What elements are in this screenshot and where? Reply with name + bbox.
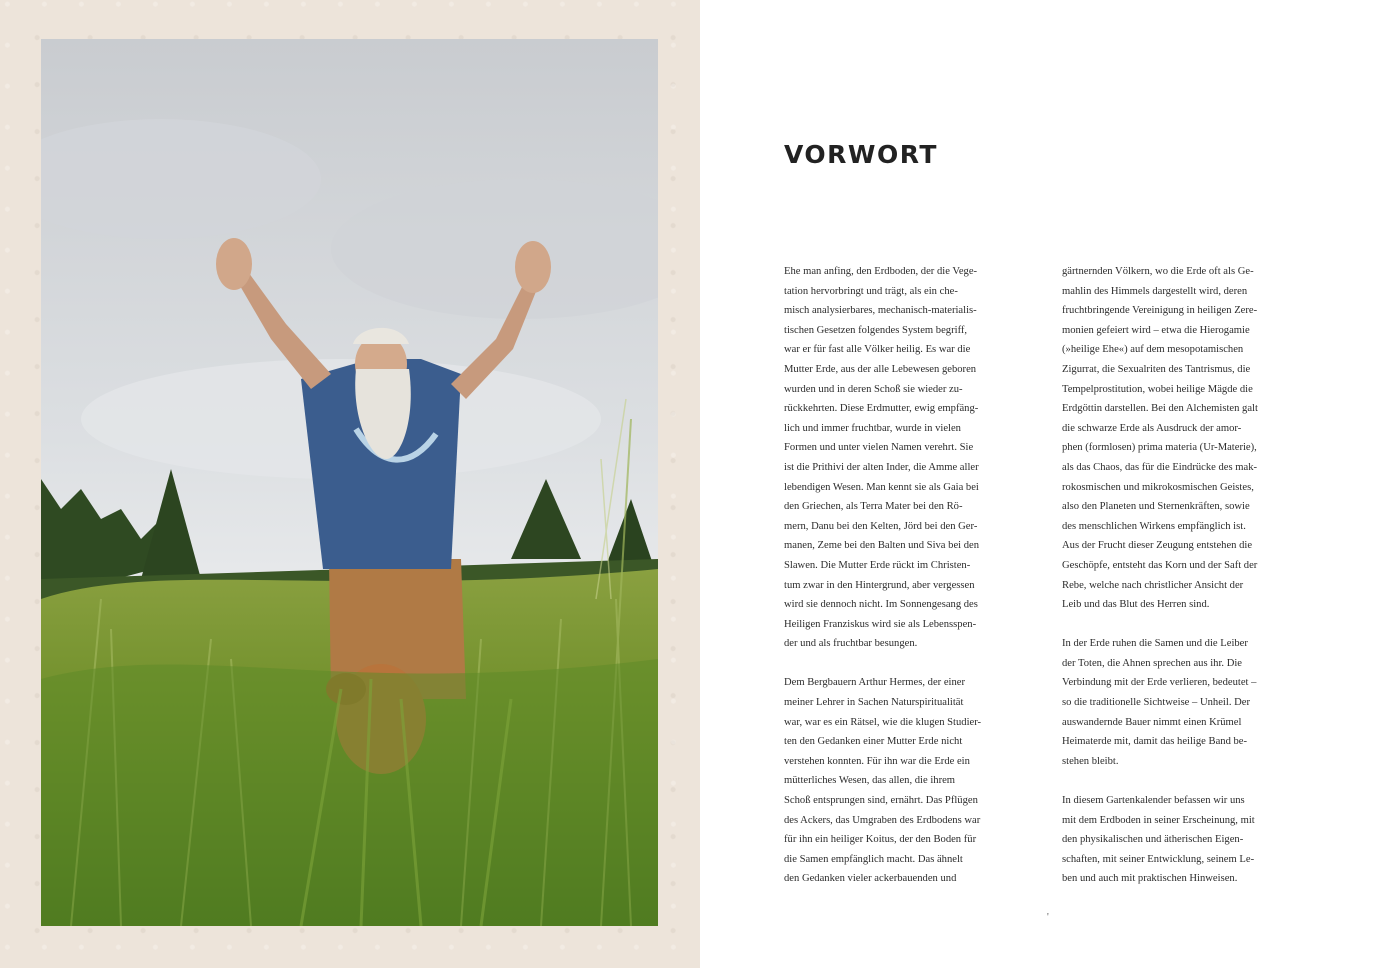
text-line: Slawen. Die Mutter Erde rückt im Christen- xyxy=(784,559,971,571)
text-line: rokosmischen und mikrokosmischen Geistes, xyxy=(1062,481,1254,493)
paragraph xyxy=(784,262,1038,654)
text-line: Dem Bergbauern Arthur Hermes, der einer xyxy=(784,677,966,689)
text-line: Heiligen Franziskus wird sie als Lebensspen- xyxy=(784,618,977,630)
text-line: schaften, mit seiner Entwicklung, seinem Le- xyxy=(1062,853,1255,865)
text-line: Verbindung mit der Erde verlieren, bedeutet – xyxy=(1062,677,1257,689)
text-line: des menschlichen Wirkens empfänglich ist. xyxy=(1062,520,1246,532)
text-line: Geschöpfe, entsteht das Korn und der Saft der xyxy=(1062,559,1258,571)
text-line: den Gedanken vieler ackerbauenden und xyxy=(784,873,957,885)
text-line: die Samen empfänglich macht. Das ähnelt xyxy=(784,853,963,865)
text-line: mit dem Erdboden in seiner Erscheinung, mit xyxy=(1062,814,1255,826)
paragraph xyxy=(1062,634,1316,771)
text-line: ben und auch mit praktischen Hinweisen. xyxy=(1062,873,1238,885)
text-line: stehen bleibt. xyxy=(1062,755,1119,767)
text-line: der Toten, die Ahnen sprechen aus ihr. Die xyxy=(1062,657,1242,669)
text-line: Mutter Erde, aus der alle Lebewesen geboren xyxy=(784,363,977,375)
text-line: des Ackers, das Umgraben des Erdbodens war xyxy=(784,814,981,826)
text-line: ist die Prithivi der alten Inder, die Amme aller xyxy=(784,461,979,473)
text-line: also den Planeten und Sternenkräften, sowie xyxy=(1062,501,1250,513)
text-line: (»heilige Ehe«) auf dem mesopotamischen xyxy=(1062,344,1244,356)
text-line: wird sie dennoch nicht. Im Sonnengesang des xyxy=(784,599,978,611)
text-line: tation hervorbringt und trägt, als ein che- xyxy=(784,285,958,297)
text-line: ten den Gedanken einer Mutter Erde nicht xyxy=(784,736,963,748)
text-line: Schoß entsprungen sind, ernährt. Das Pflügen xyxy=(784,795,978,807)
text-line: In diesem Gartenkalender befassen wir uns xyxy=(1062,795,1245,807)
text-line: für ihn ein heiliger Koitus, der den Boden für xyxy=(784,834,977,846)
text-column-right xyxy=(1062,262,1316,909)
text-line: mütterliches Wesen, das allen, die ihrem xyxy=(784,775,956,787)
text-line: Erdgöttin darstellen. Bei den Alchemisten galt xyxy=(1062,403,1258,415)
text-line: Aus der Frucht dieser Zeugung entstehen die xyxy=(1062,540,1253,552)
text-line: In der Erde ruhen die Samen und die Leiber xyxy=(1062,638,1248,650)
text-line: fruchtbringende Vereinigung in heiligen Zere- xyxy=(1062,305,1258,317)
text-line: war er für fast alle Völker heilig. Es war die xyxy=(784,344,971,356)
text-line: meiner Lehrer in Sachen Naturspiritualität xyxy=(784,697,964,709)
text-line: phen (formlosen) prima materia (Ur-Materie), xyxy=(1062,442,1257,454)
text-line: misch analysierbares, mechanisch-materialis- xyxy=(784,305,977,317)
text-line: so die traditionelle Sichtweise – Unheil. Der xyxy=(1062,697,1250,709)
chapter-heading: VORWORT xyxy=(784,140,938,169)
paragraph xyxy=(1062,262,1316,615)
text-line: Heimaterde mit, damit das heilige Band be- xyxy=(1062,736,1248,748)
text-line: Zigurrat, die Sexualriten des Tantrismus, die xyxy=(1062,363,1251,375)
text-line: war, war es ein Rätsel, wie die klugen Studier- xyxy=(784,716,982,728)
page-mark: ' xyxy=(1047,912,1049,923)
text-line: wurden und in deren Schoß sie wieder zu- xyxy=(784,383,963,395)
text-line: mern, Danu bei den Kelten, Jörd bei den Ger- xyxy=(784,520,978,532)
text-line: gärtnernden Völkern, wo die Erde oft als Ge- xyxy=(1062,266,1254,277)
paragraph xyxy=(784,673,1038,889)
right-page xyxy=(700,0,1400,968)
text-line: als das Chaos, das für die Eindrücke des mak- xyxy=(1062,461,1258,473)
text-line: Formen und unter vielen Namen verehrt. Sie xyxy=(784,442,974,454)
paragraph xyxy=(1062,791,1316,889)
text-line: verstehen konnten. Für ihn war die Erde ein xyxy=(784,755,970,767)
text-line: lich und immer fruchtbar, wurde in vielen xyxy=(784,422,961,434)
text-line: Ehe man anfing, den Erdboden, der die Vege- xyxy=(784,266,978,277)
text-line: tischen Gesetzen folgendes System begriff, xyxy=(784,324,968,336)
text-line: den physikalischen und ätherischen Eigen- xyxy=(1062,834,1244,846)
text-column-left xyxy=(784,262,1038,909)
text-line: Rebe, welche nach christlicher Ansicht der xyxy=(1062,579,1244,591)
text-line: Tempelprostitution, wobei heilige Mägde die xyxy=(1062,383,1253,395)
text-line: Leib und das Blut des Herren sind. xyxy=(1062,599,1210,611)
photo-illustration xyxy=(41,39,658,926)
text-line: der und als fruchtbar besungen. xyxy=(784,638,918,650)
text-line: den Griechen, als Terra Mater bei den Rö- xyxy=(784,501,963,513)
text-line: tum zwar in den Hintergrund, aber vergessen xyxy=(784,579,975,591)
text-line: monien gefeiert wird – etwa die Hierogamie xyxy=(1062,324,1250,336)
text-line: mahlin des Himmels dargestellt wird, deren xyxy=(1062,285,1248,297)
text-line: lebendigen Wesen. Man kennt sie als Gaia bei xyxy=(784,481,979,493)
text-line: rückkehrten. Diese Erdmutter, ewig empfäng- xyxy=(784,403,979,415)
text-line: auswandernde Bauer nimmt einen Krümel xyxy=(1062,716,1242,728)
text-line: manen, Zeme bei den Balten und Siva bei den xyxy=(784,540,980,552)
text-line: die schwarze Erde als Ausdruck der amor- xyxy=(1062,422,1242,434)
photograph-man-in-meadow xyxy=(41,39,658,926)
